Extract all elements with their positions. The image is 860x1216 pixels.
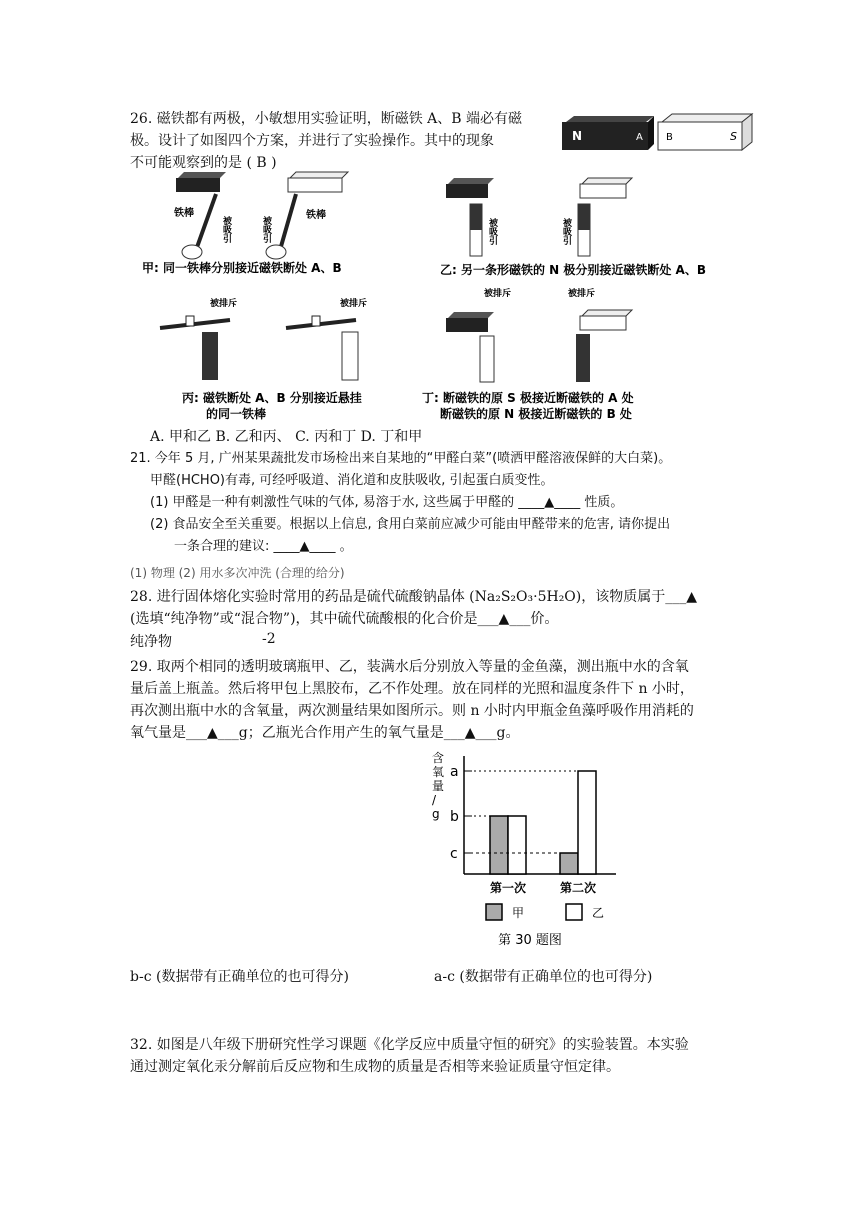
q29-line3: 再次测出瓶中水的含氧量，两次测量结果如图所示。则 n 小时内甲瓶金鱼藻呼吸作用消耗的	[130, 703, 694, 719]
magnet-a-label: A	[636, 132, 643, 143]
chart-ylabel	[432, 751, 444, 821]
q26-schemes-figure	[130, 170, 740, 426]
x-category-2: 第二次	[559, 881, 597, 895]
q29-answer1: b-c (数据带有正确单位的也可得分)	[130, 969, 349, 985]
svg-text:被吸引: 被吸引	[487, 218, 497, 245]
q26-line1: 26. 磁铁都有两极，小敏想用实验证明，断磁铁 A、B 端必有磁	[130, 111, 523, 127]
svg-text:被吸引: 被吸引	[221, 216, 231, 243]
x-category-1: 第一次	[489, 881, 527, 895]
magnet-s-label: S	[730, 130, 737, 143]
label-bing-2: 的同一铁棒	[206, 407, 267, 421]
ylabel-char-1: 含	[432, 751, 445, 765]
q28-line2: (选填“纯净物”或“混合物”)，其中硫代硫酸根的化合价是___▲___价。	[130, 611, 559, 627]
q29-answer2: a-c (数据带有正确单位的也可得分)	[434, 969, 653, 985]
q21-line1: 21. 今年 5 月, 广州某果蔬批发市场检出来自某地的“甲醛白菜”(喷洒甲醛溶液保鲜的大白菜)。	[130, 451, 672, 466]
legend-swatch-yi	[566, 904, 582, 920]
svg-text:铁棒: 铁棒	[174, 208, 194, 219]
q32-line1: 32. 如图是八年级下册研究性学习课题《化学反应中质量守恒的研究》的实验装置。本实验	[130, 1037, 689, 1053]
magnet-b-label: B	[666, 132, 673, 143]
q29-line4: 氧气量是___▲___g；乙瓶光合作用产生的氧气量是___▲___g。	[130, 725, 520, 741]
q29-text	[130, 656, 730, 744]
ytick-label-b: b	[450, 809, 459, 825]
q29-line2: 量后盖上瓶盖。然后将甲包上黑胶布，乙不作处理。放在同样的光照和温度条件下 n 小时，	[130, 681, 694, 697]
scheme-bing	[160, 297, 367, 421]
q26-line2: 极。设计了如图四个方案，并进行了实验操作。其中的现象	[130, 133, 494, 149]
q26-line3: 不可能观察到的是 ( B )	[130, 155, 277, 171]
chart-title: 第 30 题图	[498, 933, 562, 948]
magnet-n-label: N	[572, 129, 583, 143]
bar-jia-2	[560, 853, 578, 874]
scheme-jia	[142, 172, 348, 275]
bar-yi-2	[578, 771, 596, 874]
ytick-label-a: a	[450, 764, 459, 780]
q21-line5: 一条合理的建议: ____▲____ 。	[174, 539, 353, 554]
q21-line3: (1) 甲醛是一种有刺激性气味的气体, 易溶于水, 这些属于甲醛的 ____▲____ 性质。	[150, 495, 624, 510]
legend-label-yi: 乙	[592, 906, 605, 920]
ylabel-char-2: 氧	[432, 765, 445, 779]
q32-line2: 通过测定氧化汞分解前后反应物和生成物的质量是否相等来验证质量守恒定律。	[130, 1059, 620, 1075]
svg-text:铁棒: 铁棒	[306, 210, 326, 221]
label-ding-1: 丁: 断磁铁的原 S 极接近断磁铁的 A 处	[422, 391, 634, 405]
svg-text:被排斥: 被排斥	[484, 289, 512, 299]
scheme-yi	[440, 178, 706, 277]
svg-text:被吸引: 被吸引	[261, 216, 271, 243]
label-jia: 甲: 同一铁棒分别接近磁铁断处 A、B	[142, 261, 342, 275]
q21-line2: 甲醛(HCHO)有毒, 可经呼吸道、消化道和皮肤吸收, 引起蛋白质变性。	[150, 473, 554, 488]
label-ding-2: 断磁铁的原 N 极接近断磁铁的 B 处	[440, 407, 632, 421]
ylabel-char-4: /	[432, 793, 437, 807]
oxygen-bar-chart	[420, 746, 620, 956]
legend-label-jia: 甲	[512, 906, 525, 920]
q26-options: A. 甲和乙 B. 乙和丙、 C. 丙和丁 D. 丁和甲	[150, 429, 423, 445]
legend-swatch-jia	[486, 904, 502, 920]
svg-text:被排斥: 被排斥	[210, 299, 238, 309]
q28-answer2: -2	[262, 631, 276, 647]
bar-yi-1	[508, 816, 526, 874]
q28-text	[130, 586, 730, 630]
broken-magnet-figure	[558, 108, 758, 154]
svg-text:被吸引: 被吸引	[561, 218, 571, 245]
ytick-label-c: c	[450, 846, 458, 862]
q32-text	[130, 1034, 730, 1078]
svg-text:被排斥: 被排斥	[340, 299, 368, 309]
q28-line1: 28. 进行固体熔化实验时常用的药品是硫代硫酸钠晶体 (Na₂S₂O₃·5H₂O)，该物质属于___▲	[130, 589, 698, 605]
scheme-ding	[422, 287, 634, 421]
q28-answer1: 纯净物	[130, 634, 172, 650]
svg-text:被排斥: 被排斥	[568, 289, 596, 299]
label-bing-1: 丙: 磁铁断处 A、B 分别接近悬挂	[182, 391, 362, 405]
q21-block	[130, 448, 770, 584]
q21-answer: (1) 物理 (2) 用水多次冲洗 (合理的给分)	[130, 566, 345, 580]
q29-line1: 29. 取两个相同的透明玻璃瓶甲、乙，装满水后分别放入等量的金鱼藻，测出瓶中水的含氧	[130, 659, 689, 675]
ylabel-char-3: 量	[432, 779, 445, 793]
ylabel-char-5: g	[432, 807, 440, 821]
q21-line4: (2) 食品安全至关重要。根据以上信息, 食用白菜前应减少可能由甲醛带来的危害, 请你提出	[150, 517, 671, 532]
label-yi: 乙: 另一条形磁铁的 N 极分别接近磁铁断处 A、B	[440, 263, 706, 277]
bar-jia-1	[490, 816, 508, 874]
